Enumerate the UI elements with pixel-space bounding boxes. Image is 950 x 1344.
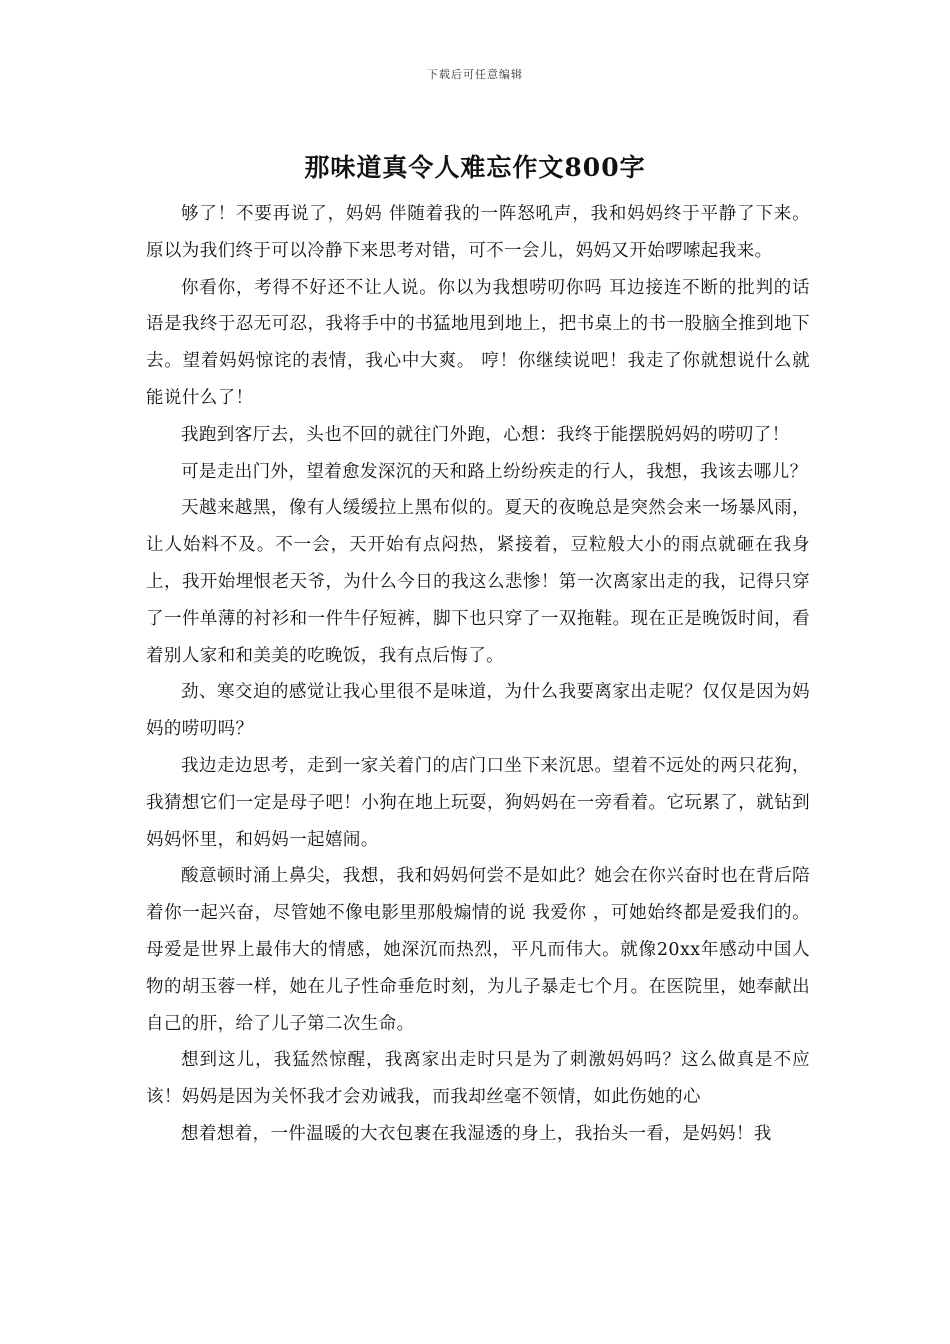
paragraph-5: 天越来越黑，像有人缓缓拉上黑布似的。夏天的夜晚总是突然会来一场暴风雨，让人始料不及。不一会，天开始有点闷热，紧接着，豆粒般大小的雨点就砸在我身上，我开始埋恨老天爷，为什么今日的我这么悲惨！第一次离家出走的我，记得只穿了一件单薄的衬衫和一件牛仔短裤，脚下也只穿了一双拖鞋。现在正是晚饭时间，看着别人家和和美美的吃晚饭，我有点后悔了。 — [146, 498, 810, 666]
paragraph-7: 我边走边思考，走到一家关着门的店门口坐下来沉思。望着不远处的两只花狗，我猜想它们一定是母子吧！小狗在地上玩耍，狗妈妈在一旁看着。它玩累了，就钻到妈妈怀里，和妈妈一起嬉闹。 — [146, 755, 810, 850]
paragraph-6: 劲、寒交迫的感觉让我心里很不是味道，为什么我要离家出走呢？仅仅是因为妈妈的唠叨吗？ — [146, 682, 810, 740]
paragraph-2: 你看你，考得不好还不让人说。你以为我想唠叨你吗 耳边接连不断的批判的话语是我终于忍无可忍，我将手中的书猛地甩到地上，把书桌上的书一股脑全推到地下去。望着妈妈惊诧的表情，我心中大爽。 哼！你继续说吧！我走了你就想说什么就能说什么了！ — [146, 277, 810, 408]
paragraph-4: 可是走出门外，望着愈发深沉的天和路上纷纷疾走的行人，我想，我该去哪儿？ — [181, 461, 808, 482]
paragraph-9: 想到这儿，我猛然惊醒，我离家出走时只是为了刺激妈妈吗？这么做真是不应该！妈妈是因为关怀我才会劝诫我，而我却丝毫不领情，如此伤她的心 — [146, 1050, 810, 1108]
paragraph-10: 想着想着，一件温暖的大衣包裹在我湿透的身上，我抬头一看，是妈妈！我 — [181, 1123, 772, 1144]
paragraph-1: 够了！不要再说了，妈妈 伴随着我的一阵怒吼声，我和妈妈终于平静了下来。原以为我们终于可以冷静下来思考对错，可不一会儿，妈妈又开始啰嗦起我来。 — [146, 204, 810, 261]
paragraph-3: 我跑到客厅去，头也不回的就往门外跑，心想：我终于能摆脱妈妈的唠叨了！ — [181, 424, 790, 445]
document-title: 那味道真令人难忘作文800字 — [304, 153, 646, 182]
header-note: 下载后可任意编辑 — [427, 68, 523, 81]
document-body — [146, 196, 810, 1153]
paragraph-8: 酸意顿时涌上鼻尖，我想，我和妈妈何尝不是如此？她会在你兴奋时也在背后陪着你一起兴奋，尽管她不像电影里那般煽情的说 我爱你 ，可她始终都是爱我们的。母爱是世界上最伟大的情感，她深沉而热烈，平凡而伟大。就像20xx年感动中国人物的胡玉蓉一样，她在儿子性命垂危时刻，为儿子暴走七个月。在医院里，她奉献出自己的肝，给了儿子第二次生命。 — [146, 866, 810, 1034]
